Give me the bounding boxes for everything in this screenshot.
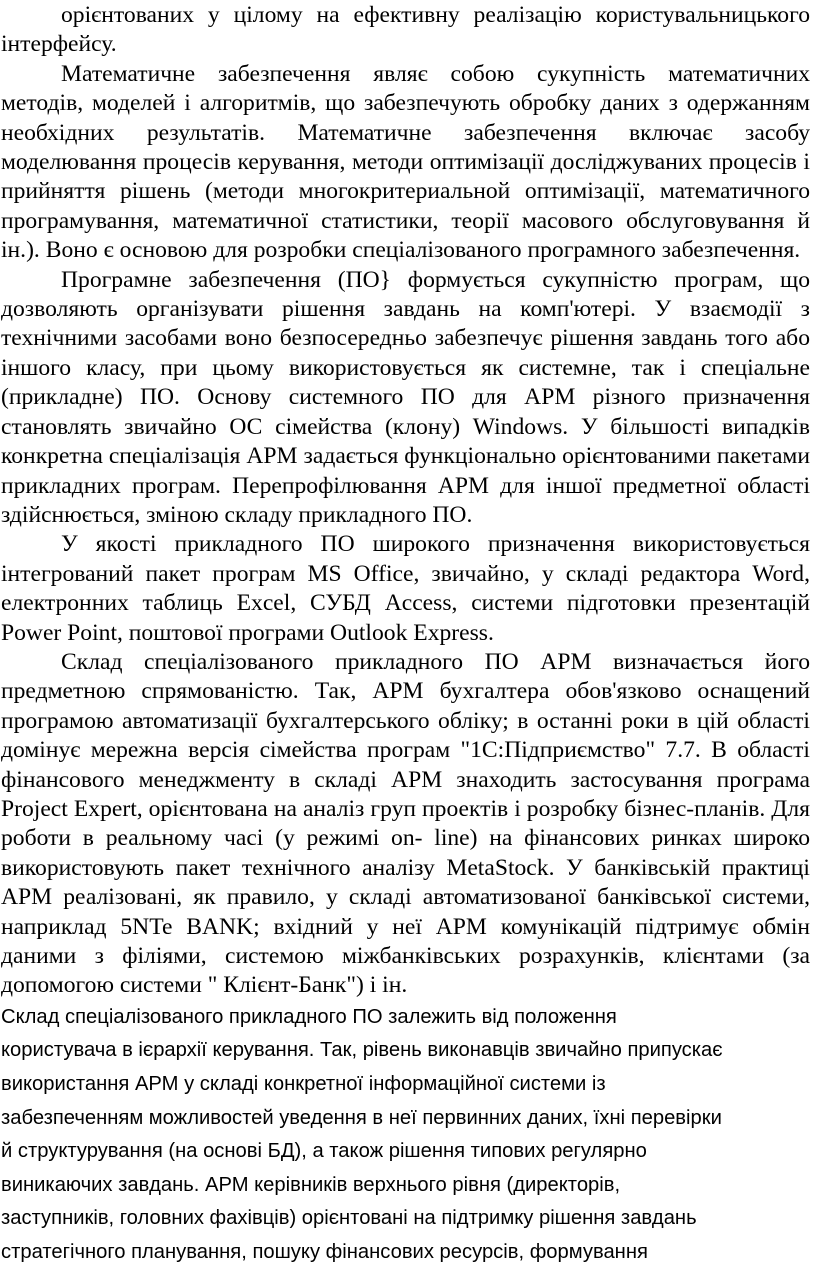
final-line: стратегічного планування, пошуку фінансових ресурсів, формування [1,1240,648,1263]
final-line: використання АРМ у складі конкретної інформаційної системи із [1,1073,606,1095]
paragraph-applied-software: У якості прикладного ПО широкого призначення використовується інтегрований пакет програм MS Office, звичайно, у складі редактора Word, електронних таблиць Excel, СУБД Access, системи підготовки презентацій Power Point, поштової програми Outlook Express. [1,531,810,646]
final-line: користувача в ієрархії керування. Так, рівень виконавців звичайно припускає [1,1039,723,1062]
final-line: виникаючих завдань. АРМ керівників верхнього рівня (директорів, [1,1173,621,1196]
paragraph-software: Програмне забезпечення (ПО} формується сукупністю програм, що дозволяють організувати рішення завдань на комп'ютері. У взаємодії з технічними засобами воно безпосередньо забезпечує рішення завдань того або іншого класу, при цьому використовується як системне, так і спеціальне (прикладне) ПО. Основу системного ПО для АРМ різного призначення становлять звичайно ОС сімейства (клону) Windows. У більшості випадків конкретна спеціалізація АРМ задається функціонально орієнтованими пакетами прикладних програм. Перепрофілювання АРМ для іншої предметної області здійснюється, зміною складу прикладного ПО. [1,266,810,528]
final-line: заступників, головних фахівців) орієнтовані на підтримку рішення завдань [1,1207,697,1230]
paragraph-continuation: орієнтованих у цілому на ефективну реалізацію користувальницького інтерфейсу. [1,2,810,58]
final-line: Склад спеціалізованого прикладного ПО залежить від положення [1,1005,617,1028]
document-final-section [0,1001,816,1270]
paragraph-specialized-software: Склад спеціалізованого прикладного ПО АРМ визначається його предметною спрямованістю. Так, АРМ бухгалтера обов'язково оснащений програмою автоматизації бухгалтерського обліку; в останні роки в цій області домінує мережна версія сімейства програм "1С:Підприємство" 7.7. В області фінансового менеджменту в складі АРМ знаходить застосування програма Project Expert, орієнтована на аналіз груп проектів і розробку бізнес-планів. Для роботи в реальному часі (у режимі on- line) на фінансових ринках широко використовують пакет технічного аналізу MetaStock. У банківській практиці АРМ реалізовані, як правило, у складі автоматизованої банківської системи, наприклад 5NTe BANK; вхідний у неї АРМ комунікацій підтримує обмін даними з філіями, системою міжбанківських розрахунків, клієнтами (за допомогою системи " Клієнт-Банк") і ін. [1,648,810,999]
final-line: забезпеченням можливостей уведення в неї первинних даних, їхні перевірки [1,1106,722,1129]
final-line: й структурування (на основі БД), а також рішення типових регулярно [1,1140,647,1163]
paragraph-math-support: Математичне забезпечення являє собою сукупність математичних методів, моделей і алгоритмів, що забезпечують обробку даних з одержанням необхідних результатів. Математичне забезпечення включає засобу моделювання процесів керування, методи оптимізації досліджуваних процесів і прийняття рішень (методи многокритериальной оптимізації, математичного програмування, математичної статистики, теорії масового обслуговування й ін.). Воно є основою для розробки спеціалізованого програмного забезпечення. [1,60,810,264]
